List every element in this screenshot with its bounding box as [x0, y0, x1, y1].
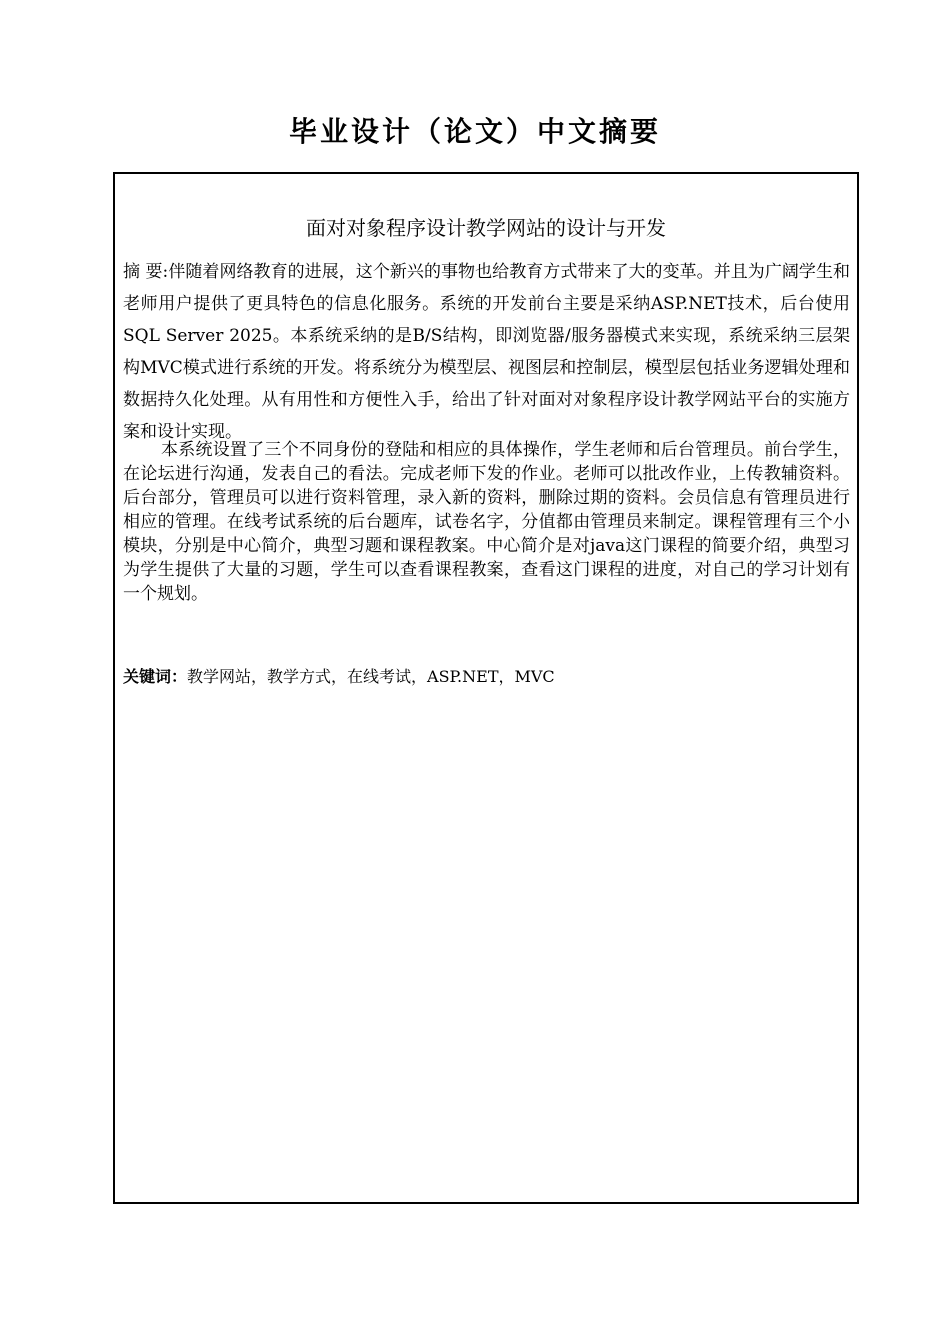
keywords-line	[123, 664, 850, 690]
abstract-paragraph-2: 本系统设置了三个不同身份的登陆和相应的具体操作，学生老师和后台管理员。前台学生，在论坛进行沟通，发表自己的看法。完成老师下发的作业。老师可以批改作业，上传教辅资料。后台部分，管理员可以进行资料管理，录入新的资料，删除过期的资料。会员信息有管理员进行相应的管理。在线考试系统的后台题库，试卷名字，分值都由管理员来制定。课程管理有三个小模块，分别是中心简介，典型习题和课程教案。中心简介是对java这门课程的简要介绍，典型习为学生提供了大量的习题，学生可以查看课程教案，查看这门课程的进度，对自己的学习计划有一个规划。	[123, 440, 850, 604]
keywords-value: 教学网站，教学方式，在线考试，ASP.NET，MVC	[187, 667, 555, 686]
page-title: 毕业设计（论文）中文摘要	[288, 115, 661, 148]
abstract-label-separator: :	[162, 262, 169, 282]
thesis-title: 面对对象程序设计教学网站的设计与开发	[306, 216, 666, 240]
abstract-label: 摘 要	[123, 262, 163, 282]
keywords-label: 关键词：	[123, 667, 188, 686]
abstract-paragraph-1-text: 伴随着网络教育的进展，这个新兴的事物也给教育方式带来了大的变革。并且为广阔学生和老师用户提供了更具特色的信息化服务。系统的开发前台主要是采纳ASP.NET技术，后台使用SQL Server 2025。本系统采纳的是B/S结构，即浏览器/服务器模式来实现，系统采纳三层架构MVC模式进行系统的开发。将系统分为模型层、视图层和控制层，模型层包括业务逻辑处理和数据持久化处理。从有用性和方便性入手，给出了针对面对对象程序设计教学网站平台的实施方案和设计实现。	[123, 262, 851, 442]
abstract-paragraph-1	[123, 256, 850, 448]
